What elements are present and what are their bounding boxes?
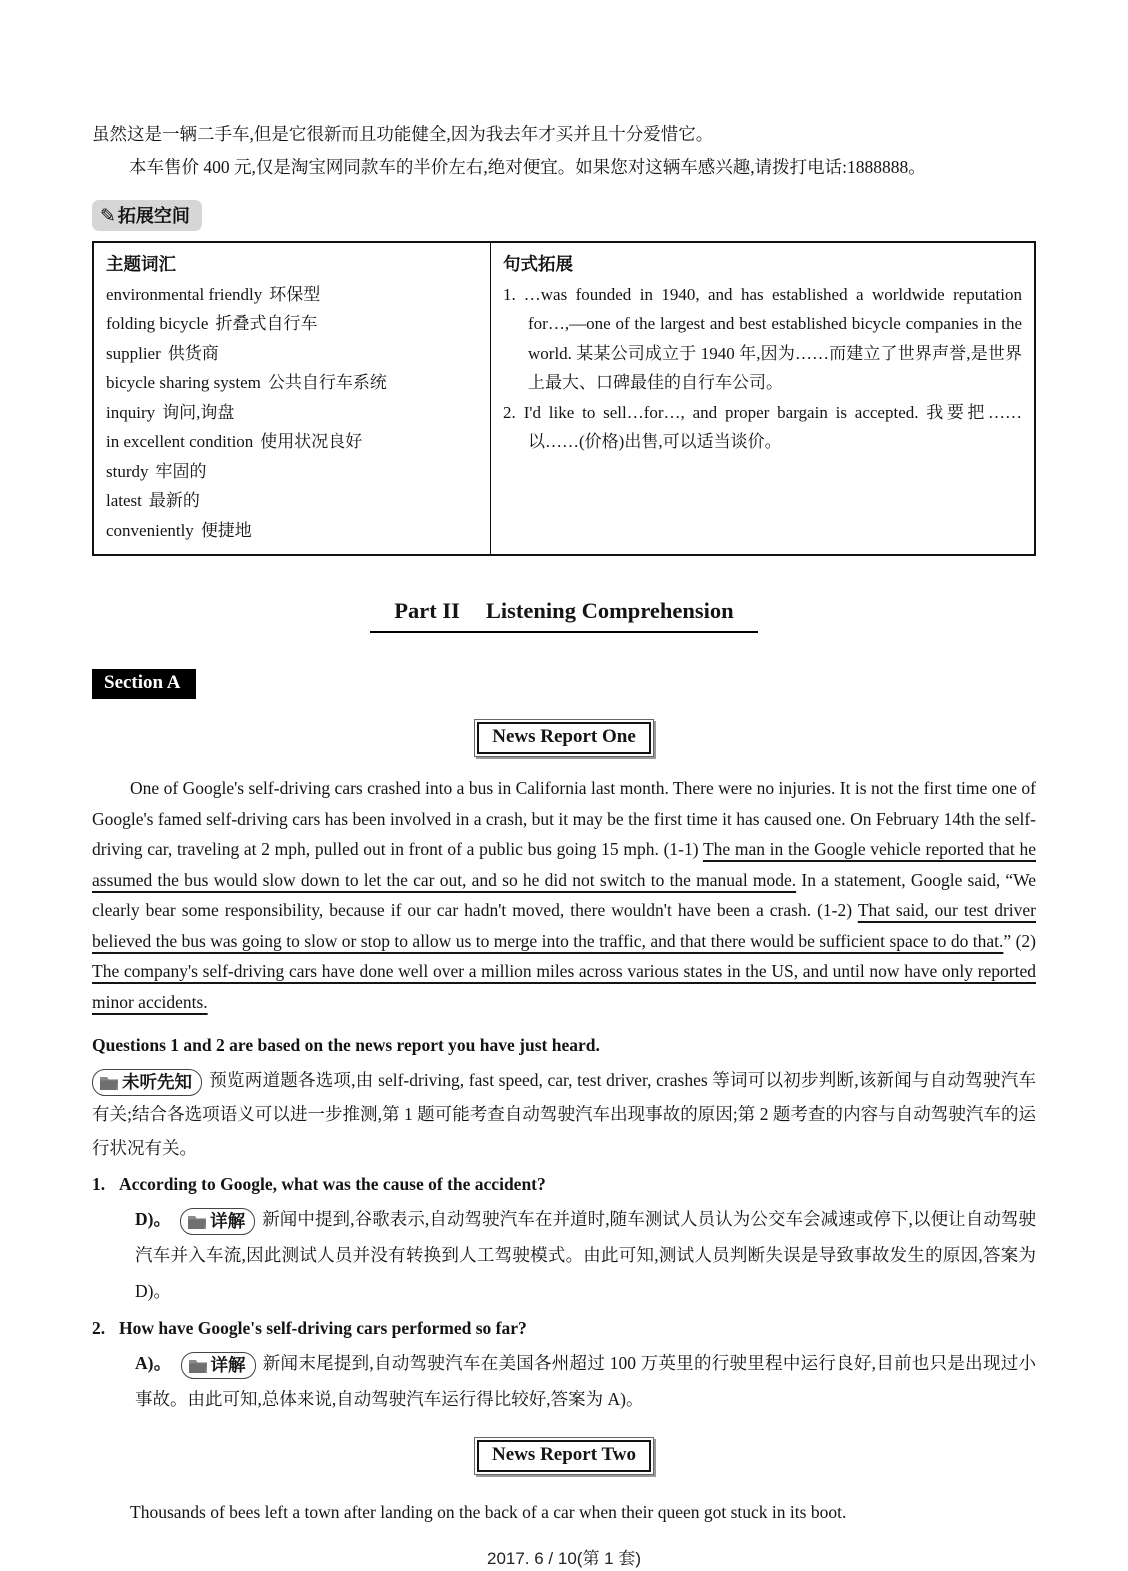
vocab-en: bicycle sharing system — [106, 373, 261, 392]
vocab-zh: 便捷地 — [200, 520, 252, 540]
preview-text: 预览两道题各选项,由 self-driving, fast speed, car, test driver, crashes 等词可以初步判断,该新闻与自动驾驶汽车有关;结合各选项语义可以进一步推测,第 1 题可能考查自动驾驶汽车出现事故的原因;第 2 题考查的内容与自动驾驶汽车的运行状况有关。 — [92, 1069, 1036, 1158]
transcript-segment: One of Google's self-driving cars crashed into a bus in California last month. There were no injuries. It is not the first time one of Google's famed self-driving cars has been involved in a crash, but it may be the first time it has caused one. On February 14th the self-driving car, traveling at 2 mph, pulled out in front of a public bus going 15 mph. (1-1) — [92, 778, 1036, 859]
vocab-row — [106, 368, 478, 398]
vocab-en: environmental friendly — [106, 284, 263, 304]
part2-heading-wrap — [92, 598, 1036, 633]
vocab-zh: 牢固的 — [155, 461, 207, 481]
vocab-row — [106, 339, 478, 369]
pattern-item — [503, 280, 1022, 398]
vocab-zh: 使用状况良好 — [260, 432, 363, 451]
preview-block — [92, 1063, 1036, 1165]
explain-badge-label: 详解 — [210, 1354, 246, 1375]
explain-badge-label: 详解 — [210, 1210, 246, 1231]
preview-badge — [92, 1069, 202, 1096]
vocab-zh: 环保型 — [269, 284, 321, 304]
explain-badge — [181, 1352, 256, 1379]
questions-intro: Questions 1 and 2 are based on the news report you have just heard. — [92, 1034, 600, 1055]
part2-heading — [370, 598, 757, 633]
vocab-en: folding bicycle — [106, 314, 209, 333]
vocab-row — [106, 398, 478, 428]
expand-space-badge — [92, 200, 202, 231]
transcript-underlined-segment: The company's self-driving cars have done well over a million miles across various states in the US, and until now have only reported minor accidents. — [92, 961, 1036, 1012]
question-2 — [92, 1318, 1036, 1339]
section-a-label: Section A — [92, 669, 196, 699]
intro-paragraphs — [92, 118, 1036, 184]
expand-space-label: 拓展空间 — [117, 206, 190, 226]
vocab-zh: 询问,询盘 — [162, 402, 235, 422]
answer-explanation: 新闻中提到,谷歌表示,自动驾驶汽车在并道时,随车测试人员认为公交车会减速或停下,以便让自动驾驶汽车并入车流,因此测试人员并没有转换到人工驾驶模式。由此可知,测试人员判断失误是导致事故发生的原因,答案为 D)。 — [135, 1208, 1037, 1301]
explain-badge — [180, 1208, 255, 1235]
question-text: How have Google's self-driving cars performed so far? — [119, 1317, 527, 1338]
vocab-row — [106, 457, 478, 487]
footer-wrap — [92, 1544, 1036, 1571]
pattern-text: …was founded in 1940, and has established a worldwide reputation for…,—one of the largest and best established bicycle companies in the world. 某某公司成立于 1940 年,因为……而建立了世界声誉,是世界上最大、口碑最佳的自行车公司。 — [523, 284, 1022, 392]
transcript-segment: ” (2) — [1003, 930, 1036, 951]
vocab-row — [106, 280, 478, 310]
vocab-column-header: 主题词汇 — [106, 254, 176, 274]
page-footer: 2017. 6 / 10(第 1 套) — [473, 1544, 655, 1571]
question-number: 2. — [92, 1317, 106, 1338]
pattern-text: I'd like to sell…for…, and proper bargain is accepted. 我要把……以……(价格)出售,可以适当谈价。 — [523, 402, 1022, 451]
pattern-number: 2. — [503, 402, 516, 422]
news-report-one-transcript — [92, 773, 1036, 1017]
preview-badge-label: 未听先知 — [122, 1071, 192, 1092]
vocab-row — [106, 516, 478, 546]
vocab-pattern-table — [92, 241, 1036, 556]
pattern-number: 1. — [503, 284, 516, 304]
question-text: According to Google, what was the cause of the accident? — [119, 1173, 546, 1194]
news-report-one-box — [474, 719, 654, 757]
news-report-two-title: News Report Two — [477, 1440, 651, 1472]
news-report-two-wrap — [92, 1437, 1036, 1475]
news-report-one-title: News Report One — [477, 722, 651, 754]
vocab-row — [106, 486, 478, 516]
folder-icon — [187, 1214, 207, 1230]
vocab-en: sturdy — [106, 461, 149, 481]
news-report-two-transcript: Thousands of bees left a town after landing on the back of a car when their queen got stuck in its boot. — [130, 1501, 847, 1522]
answer-letter: D)。 — [135, 1208, 172, 1229]
question-1 — [92, 1174, 1036, 1195]
pattern-column-header: 句式拓展 — [503, 254, 573, 274]
vocab-en: supplier — [106, 343, 161, 363]
part2-title: Listening Comprehension — [485, 598, 734, 623]
folder-icon — [99, 1075, 119, 1091]
folder-icon — [188, 1358, 208, 1374]
vocab-column — [94, 243, 491, 554]
question-number: 1. — [92, 1173, 106, 1194]
vocab-en: latest — [106, 491, 142, 510]
vocab-row — [106, 309, 478, 339]
vocab-zh: 折叠式自行车 — [215, 314, 318, 333]
vocab-en: in excellent condition — [106, 432, 254, 451]
pencil-icon: ✎ — [100, 206, 116, 227]
vocab-zh: 最新的 — [148, 491, 200, 510]
pattern-item — [503, 398, 1022, 457]
vocab-row — [106, 427, 478, 457]
answer-explanation: 新闻末尾提到,自动驾驶汽车在美国各州超过 100 万英里的行驶里程中运行良好,目前也只是出现过小事故。由此可知,总体来说,自动驾驶汽车运行得比较好,答案为 A)。 — [135, 1352, 1036, 1409]
transcript-underlined-segment: That said, our test driver believed the bus was going to slow or stop to allow us to merge into the traffic, and that there would be sufficient space to do that. — [92, 900, 1036, 951]
answer-2 — [135, 1345, 1036, 1417]
transcript-segment: In a statement, Google said, “We clearly bear some responsibility, because if our car hadn't moved, there wouldn't have been a crash. (1-2) — [92, 869, 1036, 920]
vocab-zh: 公共自行车系统 — [267, 373, 387, 392]
news-report-one-wrap — [92, 719, 1036, 757]
vocab-en: conveniently — [106, 520, 194, 540]
answer-1 — [135, 1201, 1036, 1309]
answer-letter: A)。 — [135, 1352, 172, 1373]
pattern-column — [491, 243, 1034, 554]
part2-label: Part II — [394, 598, 460, 623]
intro-line-2: 本车售价 400 元,仅是淘宝网同款车的半价左右,绝对便宜。如果您对这辆车感兴趣,请拨打电话:1888888。 — [129, 157, 926, 177]
vocab-zh: 供货商 — [167, 343, 219, 363]
transcript-underlined-segment: The man in the Google vehicle reported that he assumed the bus would slow down to let the car out, and so he did not switch to the manual mode. — [92, 839, 1036, 890]
news-report-two-box — [474, 1437, 654, 1475]
vocab-en: inquiry — [106, 402, 156, 422]
intro-line-1: 虽然这是一辆二手车,但是它很新而且功能健全,因为我去年才买并且十分爱惜它。 — [92, 124, 714, 144]
